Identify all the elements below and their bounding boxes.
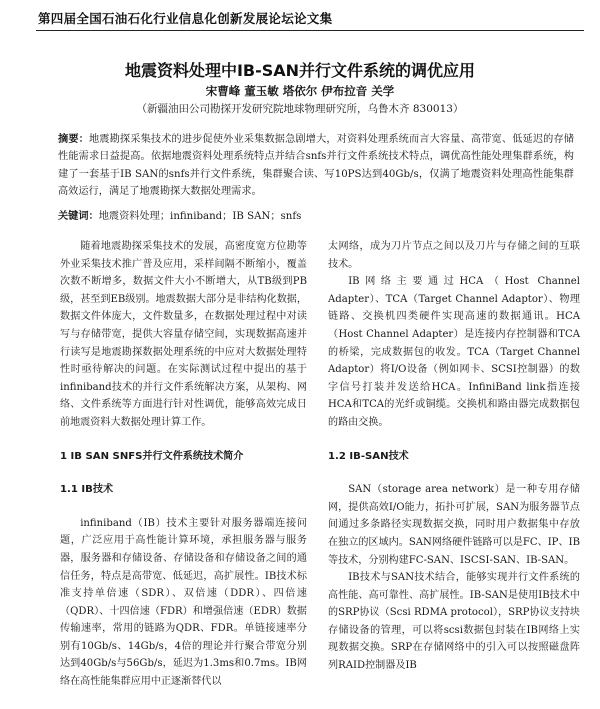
paper-title: 地震资料处理中IB-SAN并行文件系统的调优应用 bbox=[124, 61, 476, 80]
ib-san-paragraph: IB技术与SAN技术结合，能够实现并行文件系统的高性能、高可靠性、高扩展性。IB-SAN是使用IB技术中的SRP协议（Scsi RDMA protocol），SRP协议支持块存储设备的管理，可以将scsi数据包封装在IB网络上实现数据交换。SRP在存储网络中的引入可以按照磁盘阵列RAID控制器及IB bbox=[328, 572, 580, 672]
hca-paragraph: IB网络主要通过HCA（Host Channel Adapter）、TCA（Target Channel Adaptor）、物理链路、交换机四类硬件实现高速的数据通讯。HCA（Host Channel Adapter）是连接内存控制器和TCA的桥梁，完成数据包的收发。TCA（Target Channel Adaptor）将I/O设备（例如网卡、SCSI控制器）的数字信号打装并发送给HCA。InfiniBand link指连接HCA和TCA的光纤或铜缆。交换机和路由器完成数据包的路由交换。 bbox=[328, 276, 580, 428]
ib-paragraph: infiniband（IB）技术主要针对服务器端连接问题，广泛应用于高性能计算环境，承担服务器与服务器，服务器和存储设备、存储设备和存储设备之间的通信任务，特点是高带宽、低延迟，高扩展性。IB技术标准支持单倍速（SDR）、双倍速（DDR）、四倍速（QDR）、十四倍速（FDR）和增强倍速（EDR）数据传输速率，常用的链路为QDR、FDR。单链接速率分别有10Gb/s、14Gb/s，4倍的理论并行聚合带宽分别达到40Gb/s与56Gb/s，延迟为1.3ms和0.7ms。IB网络在高性能集群应用中正逐渐替代以 bbox=[60, 517, 307, 688]
author-list: 宋曹峰 董玉敏 塔依尔 伊布拉音 关学 bbox=[205, 84, 395, 98]
keywords bbox=[58, 209, 574, 225]
abstract-label: 摘要： bbox=[58, 134, 89, 145]
running-header: 第四届全国石油石化行业信息化创新发展论坛论文集 bbox=[38, 11, 333, 26]
san-paragraph: SAN（storage area network）是一种专用存储网，提供高效I/O能力，拓扑可扩展，SAN为服务器节点间通过多条路径实现数据交换，同时用户数据集中存放在独立的区域内。SAN网络硬件链路可以是FC、IP、IB等技术，分别构建FC-SAN、ISCSI-SAN、IB-SAN。 bbox=[328, 484, 580, 566]
abstract-text: 地震勘探采集技术的进步促使外业采集数据急剧增大，对资料处理系统而言大容量、高带宽、低延迟的存储性能需求日益提高。依据地震资料处理系统特点并结合snfs并行文件系统技术特点，调优高性能处理集群系统，构建了一套基于IB SAN的snfs并行文件系统，集群聚合读、写10PS达到40Gb/s，仅满了地震资料处理高性能集群高效运行，满足了地震勘探大数据处理需求。 bbox=[58, 134, 574, 198]
abstract bbox=[58, 131, 574, 201]
keywords-label: 关键词： bbox=[58, 211, 99, 222]
section-heading-1-1: 1.1 IB技术 bbox=[60, 484, 114, 496]
right-column bbox=[328, 238, 580, 675]
affiliation: （新疆油田公司勘探开发研究院地球物理研究所，乌鲁木齐 830013） bbox=[136, 103, 464, 115]
intro-paragraph: 随着地震勘探采集技术的发展，高密度宽方位勘等外业采集技术推广普及应用，采样间隔不断缩小，覆盖次数不断增多，数据文件大小不断增大，从TB级到PB级，甚至到EB级别。地震数据大部分是非结构化数据，数据文件体庞大，文件数量多，在数据处理过程中对读写与存储带宽，提供大容量存储空间，实现数据高速并行读写是地震勘探数据处理系统的中应对大数据处理特性时亟待解决的问题。在实际测试过程中提出的基于infiniband技术的并行文件系统解决方案，从架构、网络、文件系统等方面进行针对性调优，能够高效完成日前地震资料大数据处理计算工作。 bbox=[60, 241, 307, 428]
section-heading-1: 1 IB SAN SNFS并行文件系统技术简介 bbox=[60, 450, 244, 462]
left-column bbox=[60, 238, 307, 691]
continued-paragraph: 太网络，成为刀片节点之间以及刀片与存储之间的互联技术。 bbox=[328, 241, 580, 270]
header-divider bbox=[36, 30, 584, 31]
keywords-text: 地震资料处理；infiniband；IB SAN；snfs bbox=[98, 211, 302, 222]
section-heading-1-2: 1.2 IB-SAN技术 bbox=[328, 450, 409, 462]
